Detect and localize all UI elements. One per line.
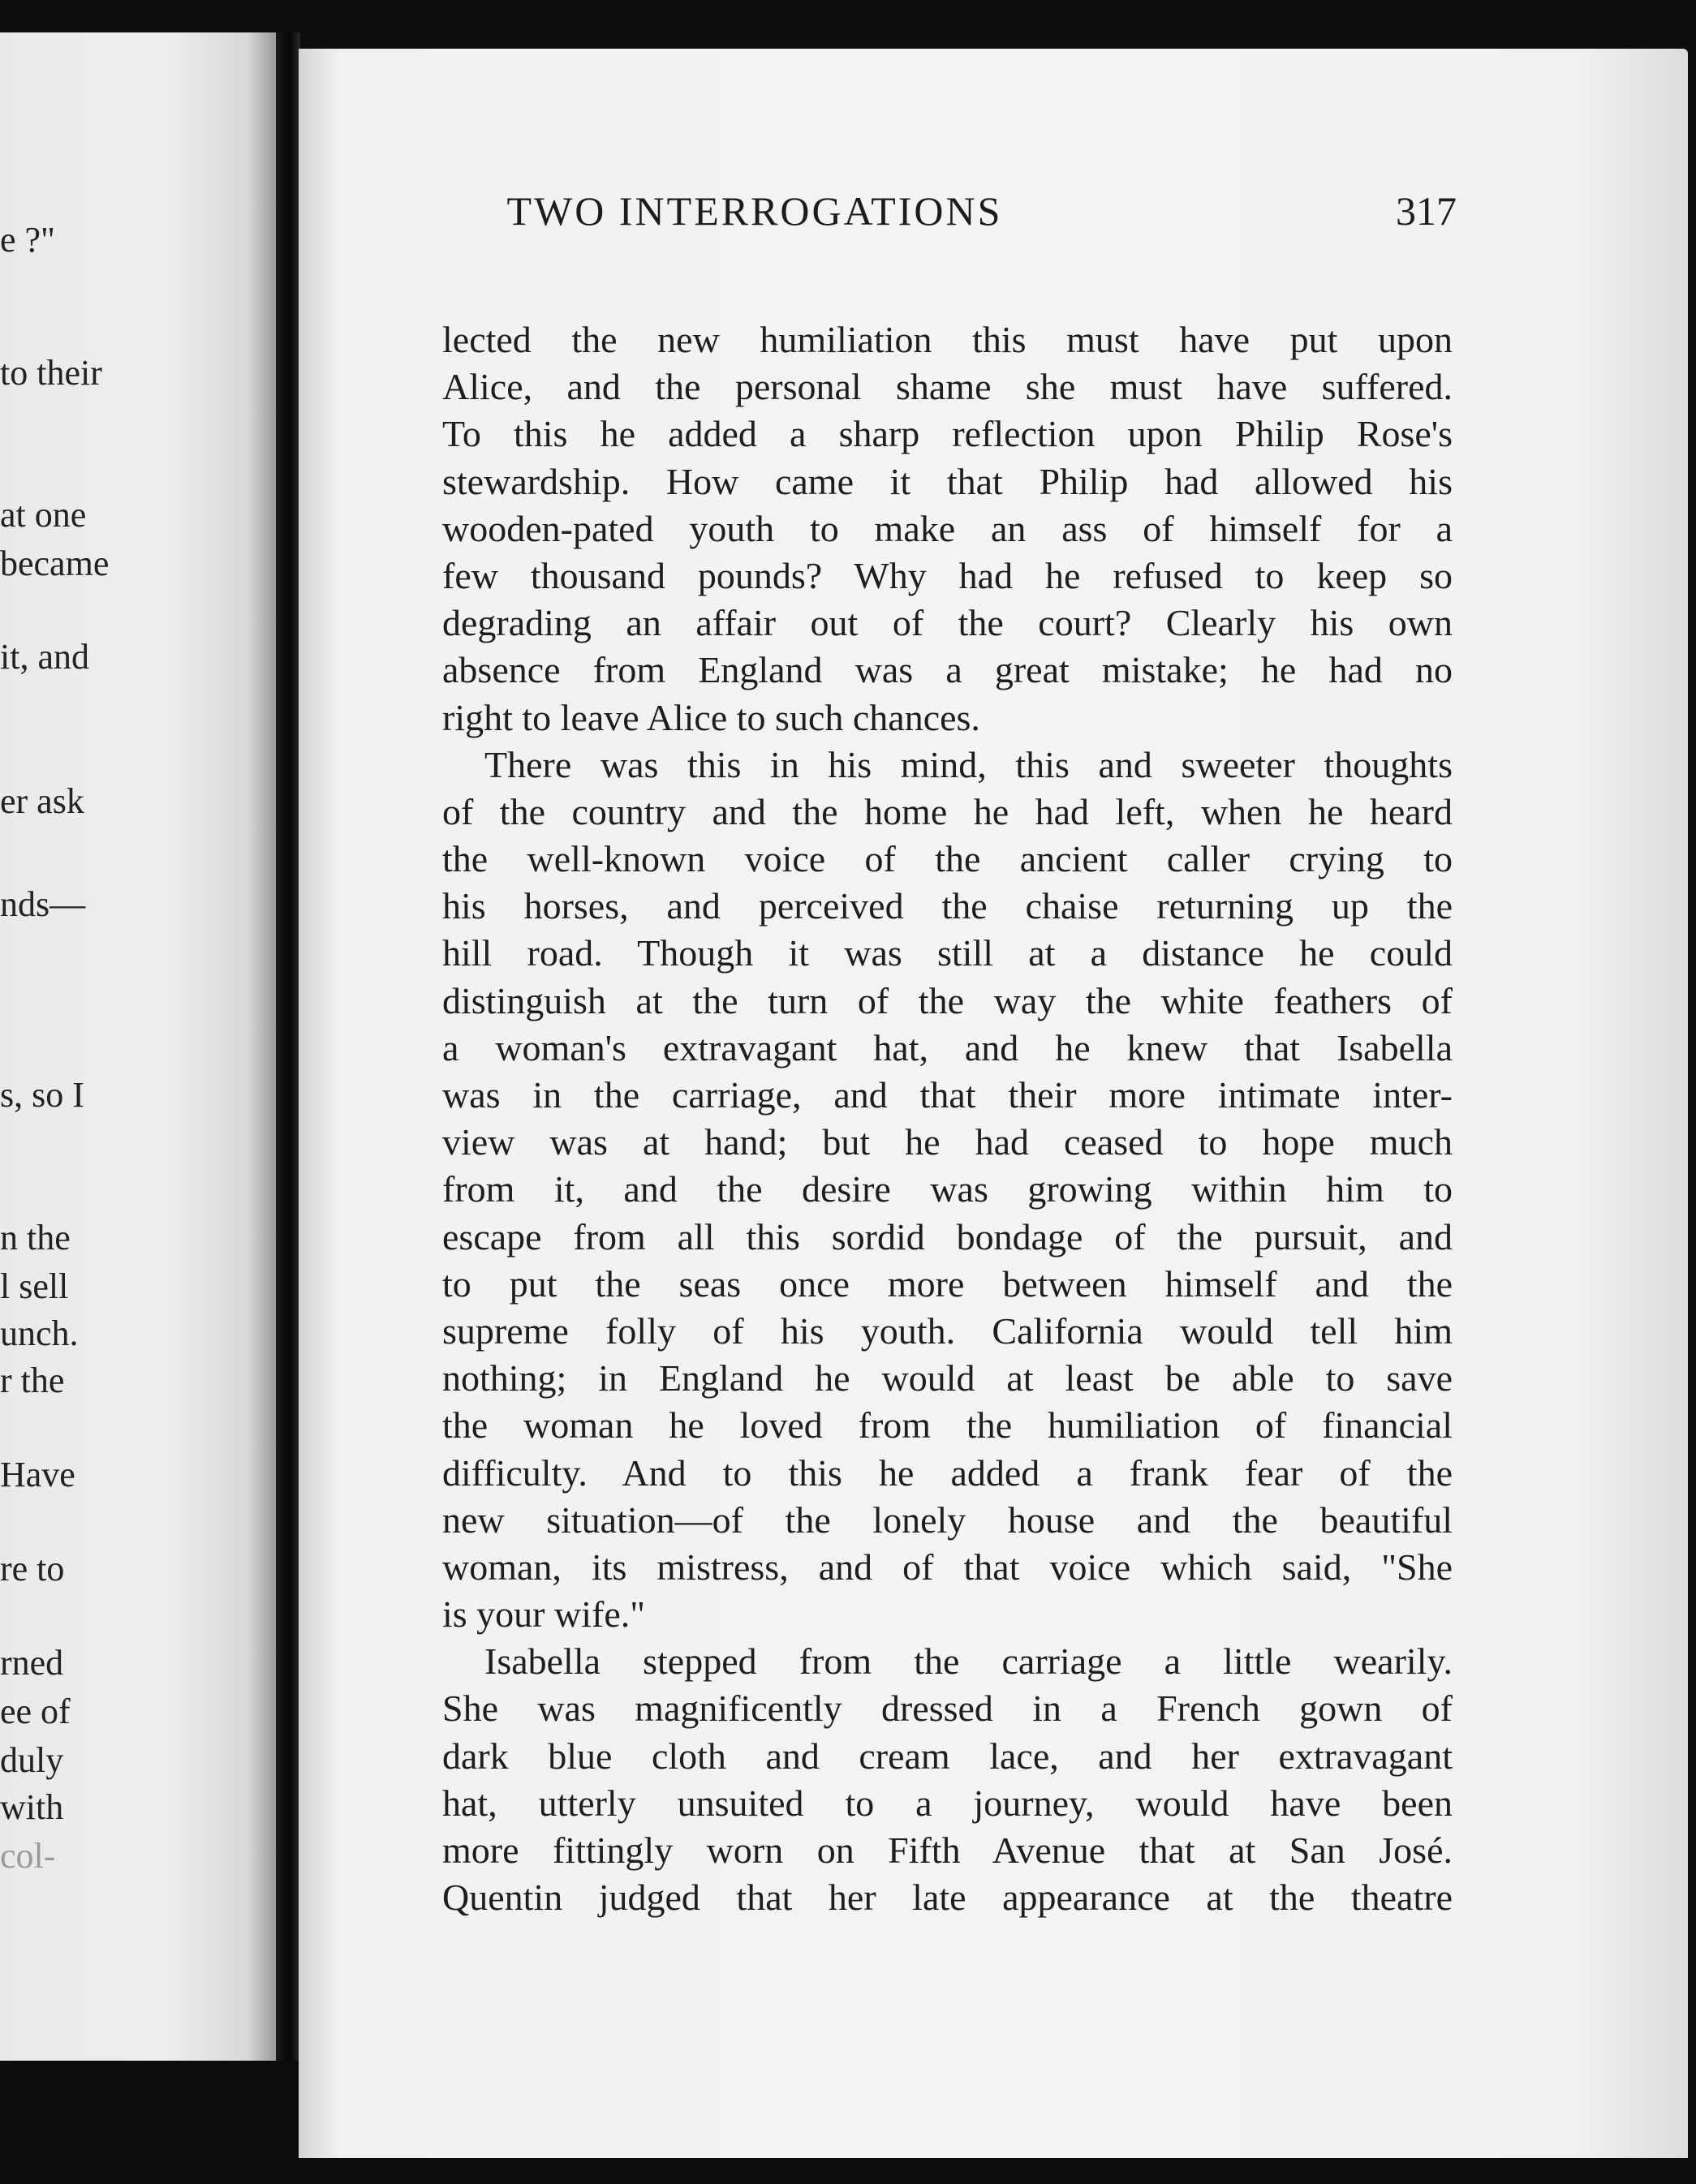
paragraph [442, 1638, 1453, 1921]
text-line: difficulty. And to this he added a frank fear of the [442, 1451, 1453, 1494]
running-head [381, 183, 1457, 239]
left-page-fragment: r the [0, 1361, 65, 1400]
left-page-fragment: became [0, 544, 110, 583]
left-facing-page [0, 32, 276, 2061]
paragraph [442, 316, 1453, 742]
left-page-fragment: unch. [0, 1313, 79, 1353]
text-line: woman, its mistress, and of that voice which said, "She [442, 1546, 1453, 1588]
left-page-fragment: ee of [0, 1692, 71, 1731]
text-line: a woman's extravagant hat, and he knew that Isabella [442, 1026, 1453, 1068]
text-line: the woman he loved from the humiliation of financial [442, 1404, 1453, 1447]
text-line: absence from England was a great mistake; he had no [442, 649, 1453, 691]
book-gutter [276, 32, 300, 2061]
text-line: hill road. Though it was still at a distance he could [442, 932, 1453, 974]
text-line: to put the seas once more between himself and the [442, 1262, 1453, 1305]
text-line: new situation—of the lonely house and the beautiful [442, 1498, 1453, 1541]
text-line: hat, utterly unsuited to a journey, would have been [442, 1782, 1453, 1824]
text-line: his horses, and perceived the chaise returning up the [442, 885, 1453, 927]
text-line: escape from all this sordid bondage of the pursuit, and [442, 1215, 1453, 1258]
text-line: right to leave Alice to such chances. [442, 696, 980, 738]
left-page-fragment: col- [0, 1836, 56, 1876]
text-line: Quentin judged that her late appearance at the theatre [442, 1877, 1453, 1919]
left-page-fragment: it, and [0, 637, 89, 677]
text-line: the well-known voice of the ancient caller crying to [442, 838, 1453, 880]
left-page-fragment: at one [0, 495, 87, 535]
text-line: wooden-pated youth to make an ass of himself for a [442, 507, 1453, 549]
left-page-fragment: duly [0, 1740, 64, 1780]
body-text [442, 316, 1453, 1921]
text-line: degrading an affair out of the court? Clearly his own [442, 602, 1453, 644]
text-line: few thousand pounds? Why had he refused to keep so [442, 554, 1453, 596]
text-line: of the country and the home he had left, when he heard [442, 790, 1453, 832]
left-page-fragment: e ?" [0, 220, 56, 260]
left-page-fragment: s, so I [0, 1075, 84, 1115]
left-page-fragment: to their [0, 353, 102, 393]
left-page-fragment: n the [0, 1218, 71, 1258]
text-line: There was this in his mind, this and sweeter thoughts [484, 743, 1453, 785]
text-line: lected the new humiliation this must have put upon [442, 319, 1453, 360]
left-page-fragment: Have [0, 1455, 75, 1494]
text-line: Alice, and the personal shame she must have suffered. [442, 366, 1453, 408]
text-line: supreme folly of his youth. California would tell him [442, 1309, 1453, 1352]
page-number: 317 [1396, 188, 1457, 234]
left-page-fragment: l sell [0, 1266, 69, 1306]
left-page-fragment: nds— [0, 884, 86, 924]
left-page-fragment: re to [0, 1549, 65, 1589]
text-line: To this he added a sharp reflection upon Philip Rose's [442, 413, 1453, 455]
left-page-fragment: er ask [0, 781, 84, 821]
text-line: was in the carriage, and that their more intimate inter- [442, 1074, 1453, 1116]
text-line: She was magnificently dressed in a French gown of [442, 1687, 1453, 1730]
left-page-fragment: rned [0, 1643, 64, 1683]
text-line: distinguish at the turn of the way the white feathers of [442, 979, 1453, 1021]
text-line: is your wife." [442, 1593, 646, 1636]
paragraph [442, 742, 1453, 1639]
text-line: Isabella stepped from the carriage a little wearily. [484, 1640, 1453, 1683]
text-line: nothing; in England he would at least be able to save [442, 1357, 1453, 1399]
left-page-fragment: with [0, 1787, 64, 1827]
running-title: TWO INTERROGATIONS [506, 188, 1003, 234]
text-line: more fittingly worn on Fifth Avenue that at San José. [442, 1829, 1453, 1871]
text-line: stewardship. How came it that Philip had allowed his [442, 460, 1453, 502]
text-line: from it, and the desire was growing within him to [442, 1168, 1453, 1210]
text-line: view was at hand; but he had ceased to hope much [442, 1121, 1453, 1163]
text-line: dark blue cloth and cream lace, and her extravagant [442, 1735, 1453, 1777]
